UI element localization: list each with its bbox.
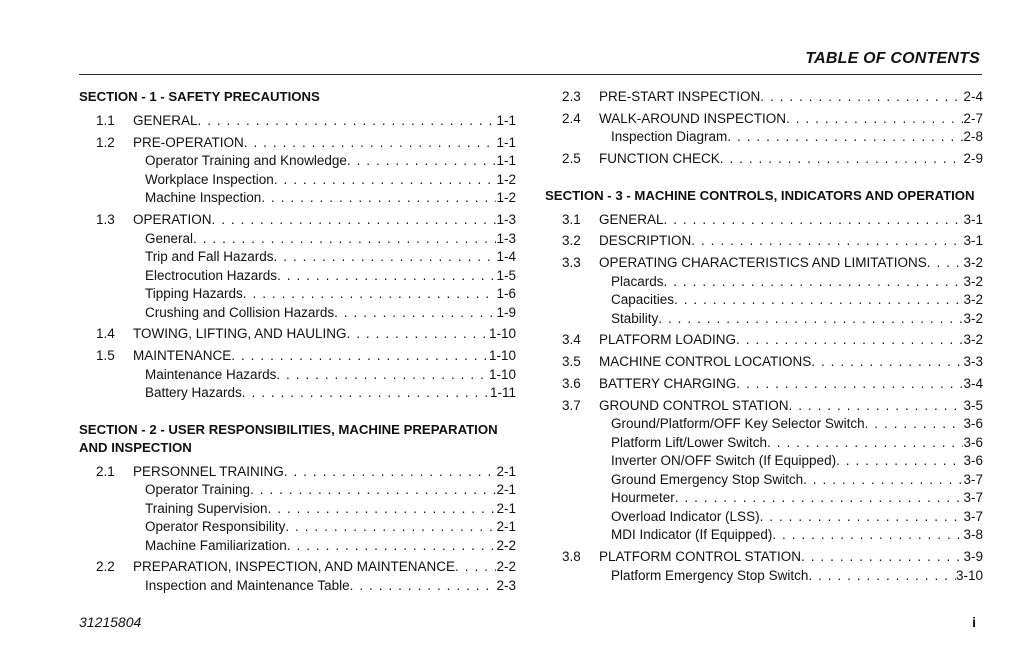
toc-entry-number: 1.4	[96, 326, 115, 342]
toc-subentry[interactable]	[545, 434, 983, 453]
toc-entry-number: 3.3	[562, 255, 581, 271]
toc-entry-number: 3.7	[562, 397, 581, 413]
section-heading: SECTION - 1 - SAFETY PRECAUTIONS	[79, 89, 320, 104]
dot-leader	[865, 415, 964, 434]
toc-entry-page: 2-1	[496, 519, 516, 535]
dot-leader	[347, 152, 497, 171]
dot-leader	[455, 558, 496, 577]
toc-entry-title: FUNCTION CHECK	[599, 151, 720, 167]
toc-entry-page: 1-2	[496, 171, 516, 187]
dot-leader	[736, 331, 963, 350]
toc-entry-page: 2-3	[496, 577, 516, 593]
toc-entry-title: Operator Responsibility	[145, 519, 286, 535]
toc-subentry[interactable]	[545, 508, 983, 527]
toc-entry-page: 3-2	[963, 273, 983, 289]
toc-subentry[interactable]	[545, 489, 983, 508]
dot-leader	[334, 304, 496, 323]
document-number: 31215804	[79, 614, 142, 630]
toc-entry-page: 2-4	[963, 89, 983, 104]
toc-subentry[interactable]	[79, 267, 516, 286]
toc-entry-page: 3-3	[963, 354, 983, 370]
toc-entry-number: 3.6	[562, 376, 581, 392]
toc-entry-title: Trip and Fall Hazards	[145, 249, 274, 265]
toc-subentry[interactable]	[545, 273, 983, 292]
toc-entry[interactable]	[545, 397, 983, 416]
toc-entry-page: 2-1	[496, 500, 516, 516]
dot-leader	[274, 248, 497, 267]
toc-subentry[interactable]	[79, 518, 516, 537]
dot-leader	[193, 230, 496, 249]
toc-entry-title: Stability	[611, 310, 659, 326]
toc-entry-title: Inverter ON/OFF Switch (If Equipped)	[611, 453, 837, 469]
toc-entry-title: Platform Emergency Stop Switch	[611, 567, 809, 583]
toc-entry-title: Tipping Hazards	[145, 286, 243, 302]
toc-entry-page: 1-2	[496, 190, 516, 206]
toc-entry-page: 3-6	[963, 453, 983, 469]
toc-entry-title: Placards	[611, 273, 664, 289]
toc-subentry[interactable]	[545, 471, 983, 490]
toc-entry-page: 3-6	[963, 434, 983, 450]
toc-entry[interactable]	[79, 211, 516, 230]
toc-entry-title: TOWING, LIFTING, AND HAULING	[133, 326, 347, 342]
toc-entry-number: 3.2	[562, 233, 581, 249]
toc-entry-page: 2-7	[963, 110, 983, 126]
dot-leader	[250, 481, 496, 500]
toc-entry-number: 3.1	[562, 211, 581, 227]
toc-entry[interactable]	[79, 558, 516, 577]
toc-entry[interactable]	[79, 325, 516, 344]
dot-leader	[801, 548, 963, 567]
toc-entry-page: 3-2	[963, 310, 983, 326]
dot-leader	[836, 452, 963, 471]
toc-entry-page: 3-7	[963, 471, 983, 487]
toc-subentry[interactable]	[79, 366, 516, 385]
toc-entry-page: 3-8	[963, 527, 983, 543]
toc-subentry[interactable]	[79, 500, 516, 519]
dot-leader	[786, 110, 963, 129]
toc-entry-page: 1-1	[496, 153, 516, 169]
toc-entry-title: Inspection Diagram	[611, 129, 728, 145]
toc-subentry[interactable]	[545, 415, 983, 434]
toc-entry-number: 1.1	[96, 113, 115, 128]
toc-entry-page: 3-5	[963, 397, 983, 413]
dot-leader	[760, 508, 964, 527]
dot-leader	[789, 397, 964, 416]
toc-entry-page: 3-9	[963, 549, 983, 565]
toc-entry-title: Operator Training and Knowledge	[145, 153, 347, 169]
toc-entry-number: 2.2	[96, 559, 115, 575]
toc-subentry[interactable]	[79, 230, 516, 249]
toc-column-left	[79, 88, 516, 595]
toc-entry[interactable]	[545, 353, 983, 372]
toc-entry-title: PLATFORM LOADING	[599, 332, 737, 348]
toc-entry-title: Hourmeter	[611, 490, 675, 506]
toc-entry-page: 3-7	[963, 490, 983, 506]
toc-entry[interactable]	[545, 150, 983, 169]
dot-leader	[261, 189, 496, 208]
toc-entry-page: 1-9	[496, 304, 516, 320]
dot-leader	[242, 384, 490, 403]
header-rule	[79, 74, 982, 75]
toc-entry-page: 1-10	[488, 326, 516, 342]
toc-entry-page: 1-11	[489, 385, 516, 401]
toc-entry-number: 2.1	[96, 463, 115, 479]
toc-entry-number: 2.5	[562, 151, 581, 167]
dot-leader	[736, 375, 963, 394]
toc-entry-title: Ground/Platform/OFF Key Selector Switch	[611, 416, 865, 432]
toc-entry-number: 2.3	[562, 89, 581, 104]
toc-subentry[interactable]	[79, 537, 516, 556]
toc-subentry[interactable]	[79, 384, 516, 403]
toc-entry[interactable]	[545, 88, 983, 107]
toc-entry-title: OPERATING CHARACTERISTICS AND LIMITATIONS	[599, 255, 927, 271]
dot-leader	[727, 128, 963, 147]
toc-entry-page: 3-6	[963, 416, 983, 432]
toc-entry-number: 1.2	[96, 134, 115, 150]
toc-entry-title: Inspection and Maintenance Table	[145, 577, 350, 593]
dot-leader	[243, 285, 497, 304]
toc-entry[interactable]	[545, 331, 983, 350]
toc-entry[interactable]	[545, 375, 983, 394]
toc-subentry[interactable]	[79, 171, 516, 190]
dot-leader	[811, 353, 963, 372]
toc-entry-title: GENERAL	[599, 211, 664, 227]
toc-entry-title: GROUND CONTROL STATION	[599, 397, 789, 413]
dot-leader	[720, 150, 964, 169]
dot-leader	[276, 366, 489, 385]
dot-leader	[927, 254, 964, 273]
toc-entry-title: Platform Lift/Lower Switch	[611, 434, 768, 450]
toc-entry-page: 1-10	[488, 348, 516, 364]
toc-entry-number: 3.5	[562, 354, 581, 370]
toc-subentry[interactable]	[545, 452, 983, 471]
toc-entry-page: 2-9	[963, 151, 983, 167]
dot-leader	[674, 291, 963, 310]
dot-leader	[691, 232, 963, 251]
toc-subentry[interactable]	[545, 526, 983, 545]
dot-leader	[772, 526, 963, 545]
toc-entry-title: WALK-AROUND INSPECTION	[599, 110, 787, 126]
toc-entry-page: 3-1	[963, 211, 983, 227]
dot-leader	[274, 171, 497, 190]
dot-leader	[231, 347, 489, 366]
toc-subentry[interactable]	[79, 577, 516, 596]
toc-entry-page: 3-2	[963, 255, 983, 271]
toc-entry-title: Operator Training	[145, 482, 251, 498]
toc-entry-list	[79, 112, 516, 403]
toc-entry[interactable]	[79, 112, 516, 131]
toc-entry-title: OPERATION	[133, 212, 212, 228]
dot-leader	[760, 88, 963, 107]
toc-entry[interactable]	[545, 110, 983, 129]
toc-entry-page: 2-2	[496, 559, 516, 575]
toc-entry-title: PERSONNEL TRAINING	[133, 463, 284, 479]
toc-subentry[interactable]	[79, 304, 516, 323]
toc-entry-number: 2.4	[562, 110, 581, 126]
toc-entry-title: GENERAL	[133, 113, 198, 128]
toc-entry-title: Machine Inspection	[145, 190, 262, 206]
toc-entry[interactable]	[79, 134, 516, 153]
toc-entry-page: 1-10	[488, 366, 516, 382]
toc-entry-number: 1.3	[96, 212, 115, 228]
toc-entry[interactable]	[545, 211, 983, 230]
toc-entry-number: 1.5	[96, 348, 115, 364]
dot-leader	[285, 518, 496, 537]
toc-entry-page: 1-4	[496, 249, 516, 265]
toc-entry-number: 3.4	[562, 332, 581, 348]
toc-entry-page: 1-1	[496, 134, 516, 150]
toc-entry-title: Machine Familiarization	[145, 537, 287, 553]
toc-entry[interactable]	[545, 254, 983, 273]
toc-subentry[interactable]	[545, 128, 983, 147]
toc-entry-title: Ground Emergency Stop Switch	[611, 471, 804, 487]
dot-leader	[347, 325, 489, 344]
toc-entry-title: Capacities	[611, 292, 675, 308]
toc-entry-title: MACHINE CONTROL LOCATIONS	[599, 354, 812, 370]
toc-entry-title: General	[145, 230, 194, 246]
dot-leader	[198, 112, 497, 131]
dot-leader	[658, 310, 963, 329]
toc-entry-page: 1-1	[496, 113, 516, 128]
dot-leader	[350, 577, 497, 596]
toc-entry-title: PLATFORM CONTROL STATION	[599, 549, 802, 565]
section-heading: SECTION - 2 - USER RESPONSIBILITIES, MACHINE PREPARATION AND INSPECTION	[79, 421, 498, 455]
toc-subentry[interactable]	[79, 248, 516, 267]
toc-entry-title: Training Supervision	[145, 500, 268, 516]
toc-subentry[interactable]	[545, 310, 983, 329]
toc-entry-page: 2-1	[496, 482, 516, 498]
toc-entry-page: 3-7	[963, 508, 983, 524]
toc-entry-title: DESCRIPTION	[599, 233, 692, 249]
section-heading: SECTION - 3 - MACHINE CONTROLS, INDICATORS AND OPERATION	[545, 187, 975, 203]
toc-entry-list	[545, 88, 983, 169]
toc-entry-title: Battery Hazards	[145, 385, 242, 401]
toc-entry-page: 1-3	[496, 212, 516, 228]
toc-entry-page: 3-4	[963, 376, 983, 392]
toc-subentry[interactable]	[545, 567, 983, 586]
dot-leader	[808, 567, 956, 586]
dot-leader	[212, 211, 497, 230]
dot-leader	[244, 134, 497, 153]
toc-entry-title: MAINTENANCE	[133, 348, 232, 364]
toc-subentry[interactable]	[545, 291, 983, 310]
toc-entry-list	[545, 211, 983, 586]
toc-entry-page: 3-2	[963, 292, 983, 308]
toc-entry-title: Maintenance Hazards	[145, 366, 277, 382]
toc-entry[interactable]	[545, 232, 983, 251]
toc-entry-title: Crushing and Collision Hazards	[145, 304, 335, 320]
dot-leader	[803, 471, 963, 490]
toc-entry-page: 2-2	[496, 537, 516, 553]
toc-entry-list	[79, 463, 516, 596]
toc-entry-number: 3.8	[562, 549, 581, 565]
toc-entry-title: Workplace Inspection	[145, 171, 274, 187]
toc-entry-title: PRE-START INSPECTION	[599, 89, 761, 104]
dot-leader	[277, 267, 496, 286]
toc-entry-title: BATTERY CHARGING	[599, 376, 737, 392]
toc-entry-page: 1-5	[496, 267, 516, 283]
toc-entry[interactable]	[545, 548, 983, 567]
dot-leader	[664, 211, 964, 230]
toc-entry-title: Overload Indicator (LSS)	[611, 508, 760, 524]
toc-entry-page: 1-6	[496, 286, 516, 302]
toc-entry-title: MDI Indicator (If Equipped)	[611, 527, 773, 543]
dot-leader	[268, 500, 497, 519]
toc-entry[interactable]	[79, 463, 516, 482]
dot-leader	[664, 273, 964, 292]
toc-entry-title: PREPARATION, INSPECTION, AND MAINTENANCE	[133, 559, 456, 575]
dot-leader	[675, 489, 964, 508]
toc-entry-title: PRE-OPERATION	[133, 134, 244, 150]
toc-entry-page: 3-2	[963, 332, 983, 348]
dot-leader	[767, 434, 963, 453]
toc-entry-page: 3-1	[963, 233, 983, 249]
toc-entry-title: Electrocution Hazards	[145, 267, 278, 283]
dot-leader	[284, 463, 497, 482]
toc-column-right	[545, 88, 983, 585]
toc-entry-page: 2-8	[963, 129, 983, 145]
toc-entry-page: 1-3	[496, 230, 516, 246]
dot-leader	[287, 537, 497, 556]
toc-entry-page: 2-1	[496, 463, 516, 479]
page-title: TABLE OF CONTENTS	[805, 50, 980, 67]
toc-subentry[interactable]	[79, 152, 516, 171]
toc-entry[interactable]	[79, 347, 516, 366]
toc-entry-page: 3-10	[955, 567, 983, 583]
toc-subentry[interactable]	[79, 285, 516, 304]
page-number: i	[972, 614, 976, 630]
toc-subentry[interactable]	[79, 481, 516, 500]
toc-subentry[interactable]	[79, 189, 516, 208]
